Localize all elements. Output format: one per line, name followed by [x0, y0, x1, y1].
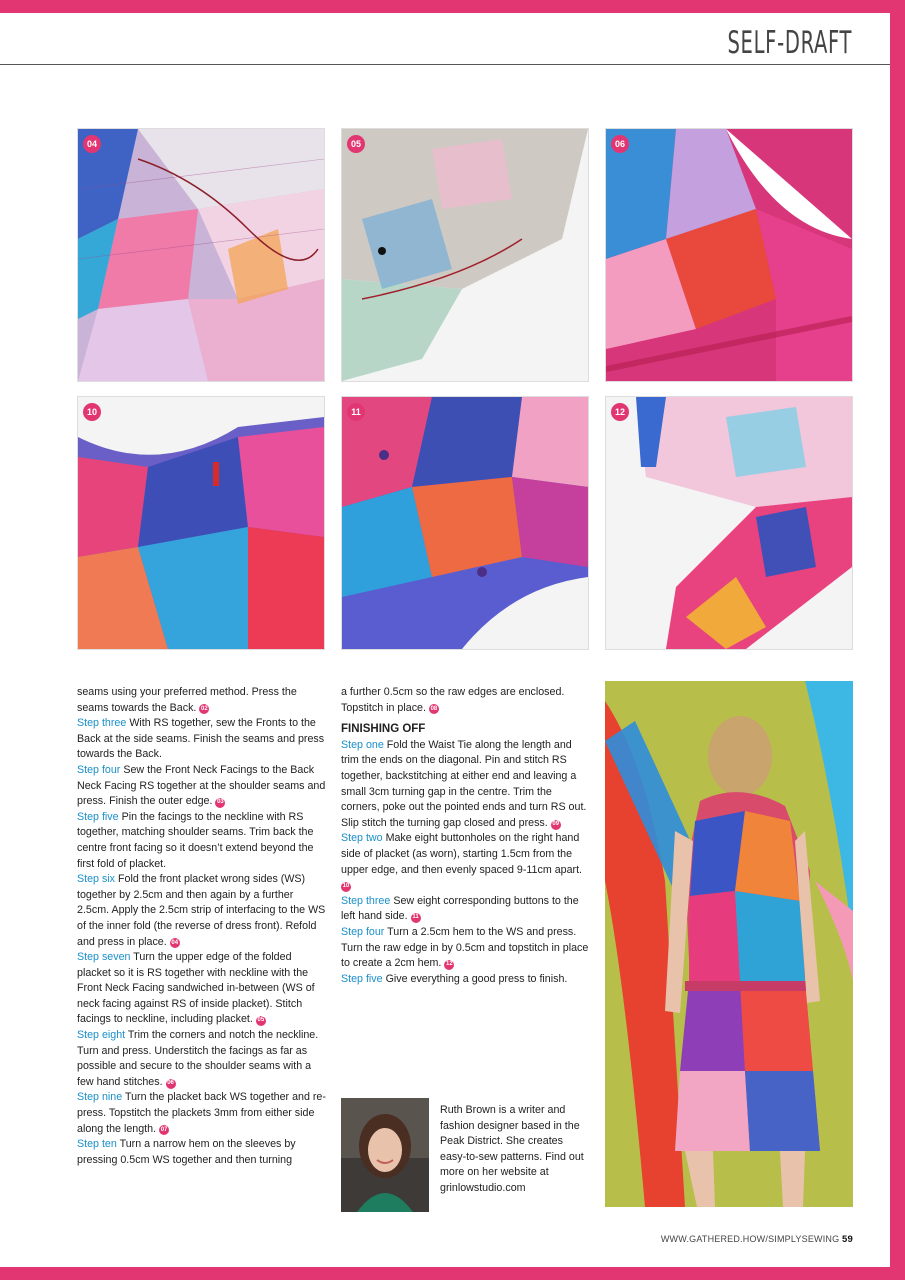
step-text: Give everything a good press to finish. [385, 972, 568, 985]
figure-ref-badge: 06 [166, 1079, 176, 1089]
step-photo-06 [605, 128, 853, 382]
instruction-paragraph [341, 685, 591, 716]
photo-number-badge: 04 [83, 135, 101, 153]
step-label: Step three [77, 717, 127, 730]
fabric-photo-image [78, 129, 324, 381]
step-text: Trim the corners and notch the neckline. Turn and press. Understitch the facings as far as possible and secure to the shoulder seams with a few hand stitches. [77, 1029, 319, 1088]
fabric-photo-image [342, 397, 588, 649]
step-photo-12 [605, 396, 853, 650]
step-text: Sew the Front Neck Facings to the Back Neck Facing RS together at the shoulder seams and press. Finish the outer edge. [77, 763, 326, 808]
figure-ref-badge: 02 [199, 704, 209, 714]
step-label: Step three [341, 894, 391, 907]
figure-ref-badge: 05 [256, 1016, 266, 1026]
instructions-column-1 [77, 685, 327, 1168]
step-label: Step ten [77, 1138, 117, 1151]
page-footer [661, 1234, 853, 1245]
step-photo-05 [341, 128, 589, 382]
fabric-photo-image [78, 397, 324, 649]
fabric-photo-image [606, 397, 852, 649]
step-label: Step eight [77, 1029, 126, 1042]
instructions-column-2 [341, 685, 591, 987]
step-text: Pin the facings to the neckline with RS together, matching shoulder seams. Trim back the centre front facing so it doesn’t extend beyond the first fold of placket. [77, 810, 314, 870]
header-rule [0, 64, 890, 65]
step-paragraph [77, 1028, 327, 1090]
section-heading: FINISHING OFF [341, 723, 426, 736]
step-label: Step nine [77, 1091, 123, 1104]
author-portrait-image [341, 1098, 429, 1212]
page-number: 59 [842, 1234, 853, 1245]
fabric-photo-image [606, 129, 852, 381]
author-portrait [341, 1098, 429, 1212]
step-paragraph [77, 763, 327, 810]
step-text: Make eight buttonholes on the right hand side of placket (as worn), starting 1.5cm from the upper edge, and then evenly spaced 9-11cm apart. [341, 832, 583, 876]
step-paragraph [77, 810, 327, 872]
magazine-page [0, 13, 890, 1267]
figure-ref-badge: 03 [215, 798, 225, 808]
step-text: Fold the Waist Tie along the length and trim the ends on the diagonal. Pin and stitch RS together, backstitching at either end and leaving a small 3cm turning gap in the centre. Trim the corners, poke out the pointed ends and turn RS out. Slip stitch the turning gap closed and press. [341, 738, 587, 829]
step-label: Step seven [77, 951, 131, 964]
step-photo-10 [77, 396, 325, 650]
step-label: Step one [341, 738, 384, 751]
step-label: Step six [77, 873, 116, 886]
step-label: Step four [341, 925, 385, 938]
figure-ref-badge: 07 [159, 1125, 169, 1135]
figure-ref-badge: 09 [551, 820, 561, 830]
figure-ref-badge: 11 [411, 913, 421, 923]
step-paragraph [77, 1090, 327, 1137]
step-text: Turn the placket back WS together and re-press. Topstitch the plackets 3mm from either side along the length. [77, 1091, 326, 1135]
fabric-photo-image [342, 129, 588, 381]
author-bio: Ruth Brown is a writer and fashion designer based in the Peak District. She creates easy-to-sew patterns. Find out more on her website at grinlowstudio.com [440, 1104, 584, 1194]
step-text: Fold the front placket wrong sides (WS) together by 2.5cm and then again by a further 2.5cm. Apply the 2.5cm strip of interfacing to the WS of the inner fold (the reverse of dress front). Refold and press in place. [77, 873, 326, 948]
step-text: Sew eight corresponding buttons to the left hand side. [341, 894, 579, 923]
step-paragraph [77, 716, 327, 763]
step-paragraph [77, 1137, 327, 1168]
step-text: Turn the upper edge of the folded placket so it is RS together with neckline with the Front Neck Facing sandwiched in-between (WS of neck facing against RS of inside placket). Stitch facings to neckline, including placket. [77, 951, 315, 1026]
figure-ref-badge: 10 [341, 882, 351, 892]
photo-number-badge: 06 [611, 135, 629, 153]
intro-text: seams using your preferred method. Press the seams towards the Back. [77, 686, 297, 714]
step-paragraph [77, 950, 327, 1028]
figure-ref-badge: 12 [444, 960, 454, 970]
photo-number-badge: 05 [347, 135, 365, 153]
step-label: Step four [77, 763, 121, 776]
figure-ref-badge: 04 [170, 938, 180, 948]
photo-number-badge: 10 [83, 403, 101, 421]
step-paragraph [341, 925, 591, 972]
model-photo [605, 681, 853, 1207]
intro-text: a further 0.5cm so the raw edges are enclosed. Topstitch in place. [341, 686, 565, 714]
step-label: Step two [341, 832, 383, 845]
section-title: SELF-DRAFT [727, 25, 852, 61]
step-photo-04 [77, 128, 325, 382]
figure-ref-badge: 08 [429, 704, 439, 714]
photo-number-badge: 11 [347, 403, 365, 421]
step-label: Step five [341, 972, 383, 985]
step-paragraph [341, 972, 591, 988]
step-paragraph [77, 872, 327, 950]
instruction-paragraph [77, 685, 327, 716]
steps-list-col2 [341, 738, 591, 988]
step-label: Step five [77, 810, 119, 823]
step-photo-11 [341, 396, 589, 650]
step-paragraph [341, 831, 591, 893]
step-paragraph [341, 738, 591, 832]
step-text: With RS together, sew the Fronts to the Back at the side seams. Finish the seams and press towards the Back. [77, 717, 325, 761]
steps-list-col1 [77, 716, 327, 1168]
step-text: Turn a 2.5cm hem to the WS and press. Turn the raw edge in by 0.5cm and topstitch in place to create a 2cm hem. [341, 925, 589, 970]
model-photo-image [605, 681, 853, 1207]
footer-url: WWW.GATHERED.HOW/SIMPLYSEWING [660, 1234, 840, 1244]
photo-number-badge: 12 [611, 403, 629, 421]
step-text: Turn a narrow hem on the sleeves by pressing 0.5cm WS together and then turning [77, 1138, 296, 1166]
step-paragraph [341, 894, 591, 925]
